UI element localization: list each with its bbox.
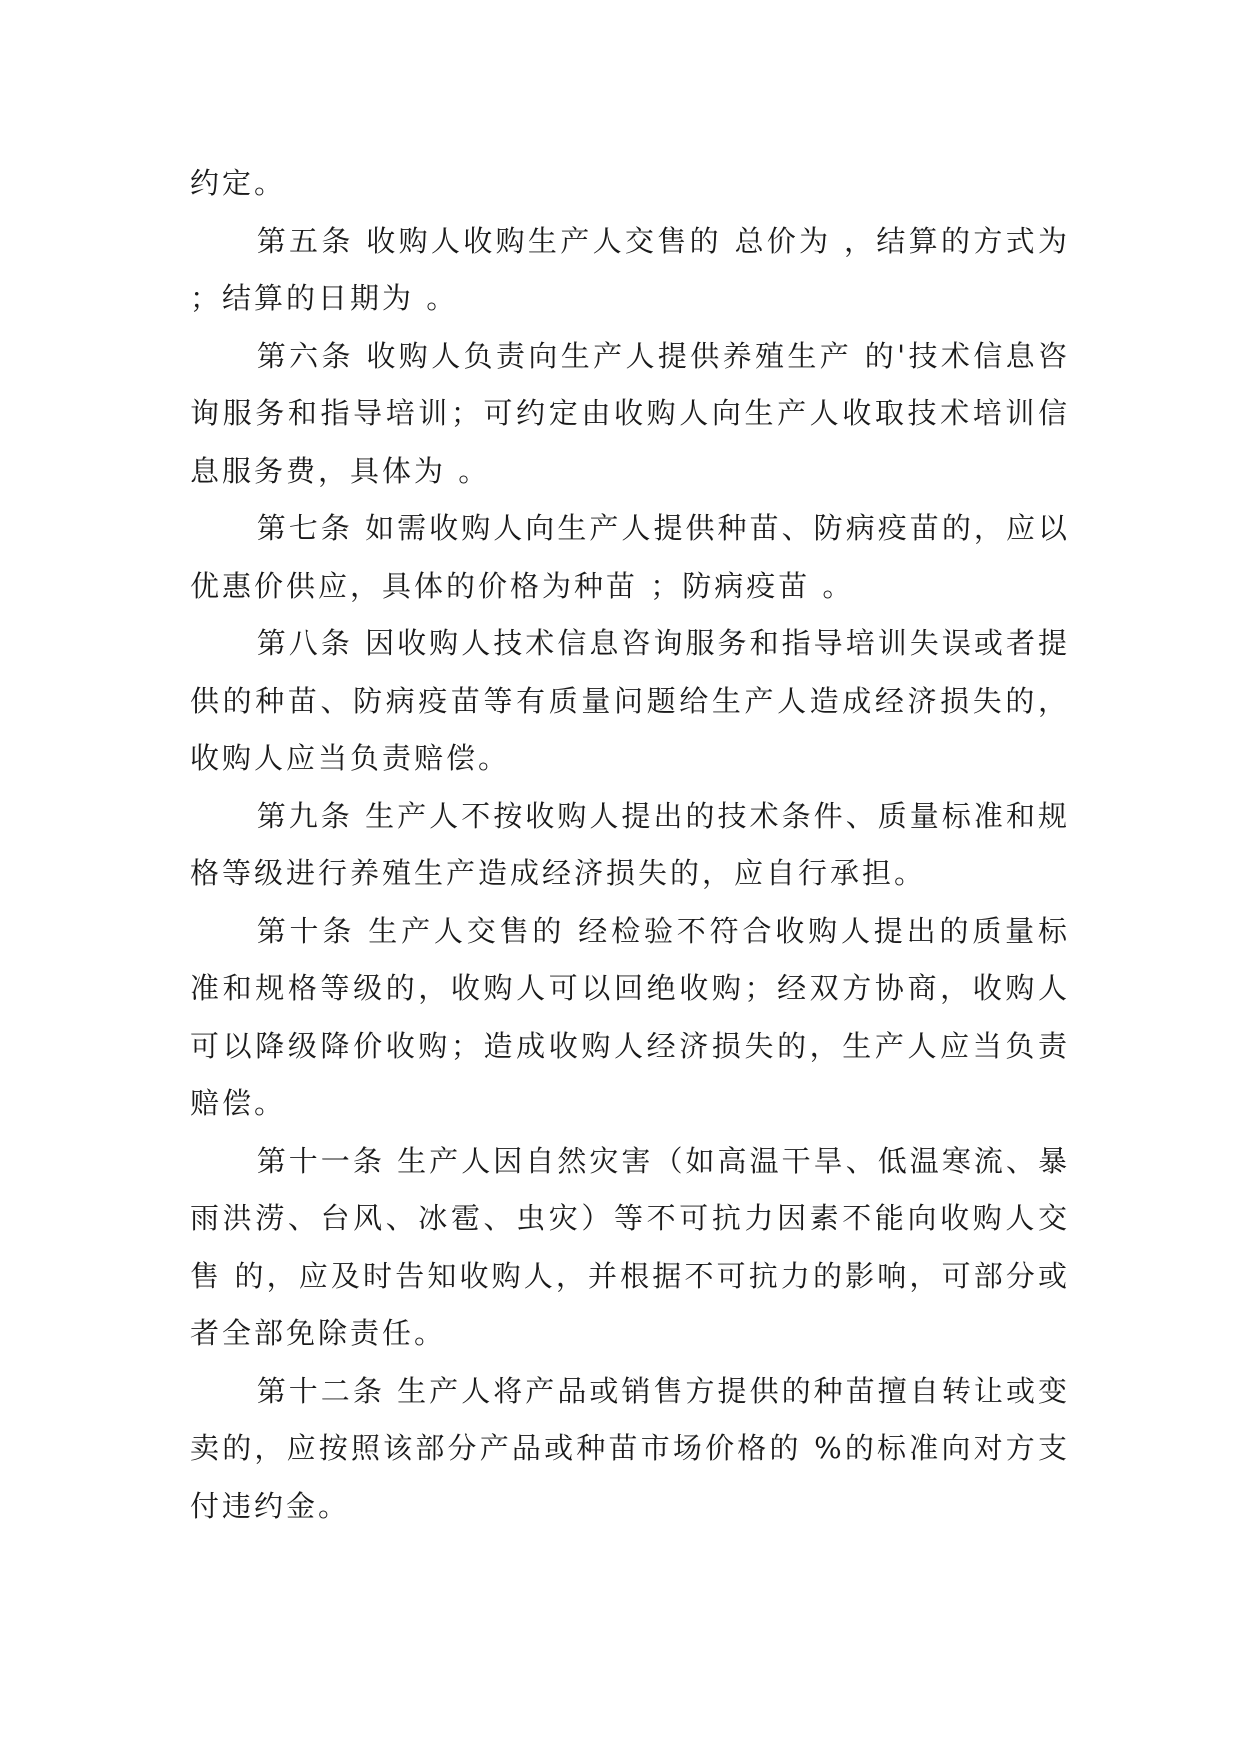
- document-body: [190, 155, 1070, 1535]
- article-6: 第六条 收购人负责向生产人提供养殖生产 的'技术信息咨询服务和指导培训；可约定由收购人向生产人收取技术培训信息服务费，具体为 。: [190, 338, 1070, 488]
- article-8: 第八条 因收购人技术信息咨询服务和指导培训失误或者提供的种苗、防病疫苗等有质量问题给生产人造成经济损失的，收购人应当负责赔偿。: [190, 626, 1070, 775]
- article-10: 第十条 生产人交售的 经检验不符合收购人提出的质量标准和规格等级的，收购人可以回绝收购；经双方协商，收购人可以降级降价收购；造成收购人经济损失的，生产人应当负责赔偿。: [190, 913, 1070, 1120]
- article-5: 第五条 收购人收购生产人交售的 总价为 ，结算的方式为 ；结算的日期为 。: [190, 223, 1070, 315]
- article-9: 第九条 生产人不按收购人提出的技术条件、质量标准和规格等级进行养殖生产造成经济损失的，应自行承担。: [190, 798, 1070, 890]
- article-7: 第七条 如需收购人向生产人提供种苗、防病疫苗的，应以优惠价供应，具体的价格为种苗 ；防病疫苗 。: [190, 511, 1070, 603]
- article-11: 第十一条 生产人因自然灾害（如高温干旱、低温寒流、暴雨洪涝、台风、冰雹、虫灾）等不可抗力因素不能向收购人交售 的，应及时告知收购人，并根据不可抗力的影响，可部分或者全部免除责任。: [190, 1143, 1070, 1350]
- article-12: 第十二条 生产人将产品或销售方提供的种苗擅自转让或变卖的，应按照该部分产品或种苗市场价格的 %的标准向对方支付违约金。: [190, 1373, 1070, 1523]
- paragraph-continuation: 约定。: [190, 166, 287, 200]
